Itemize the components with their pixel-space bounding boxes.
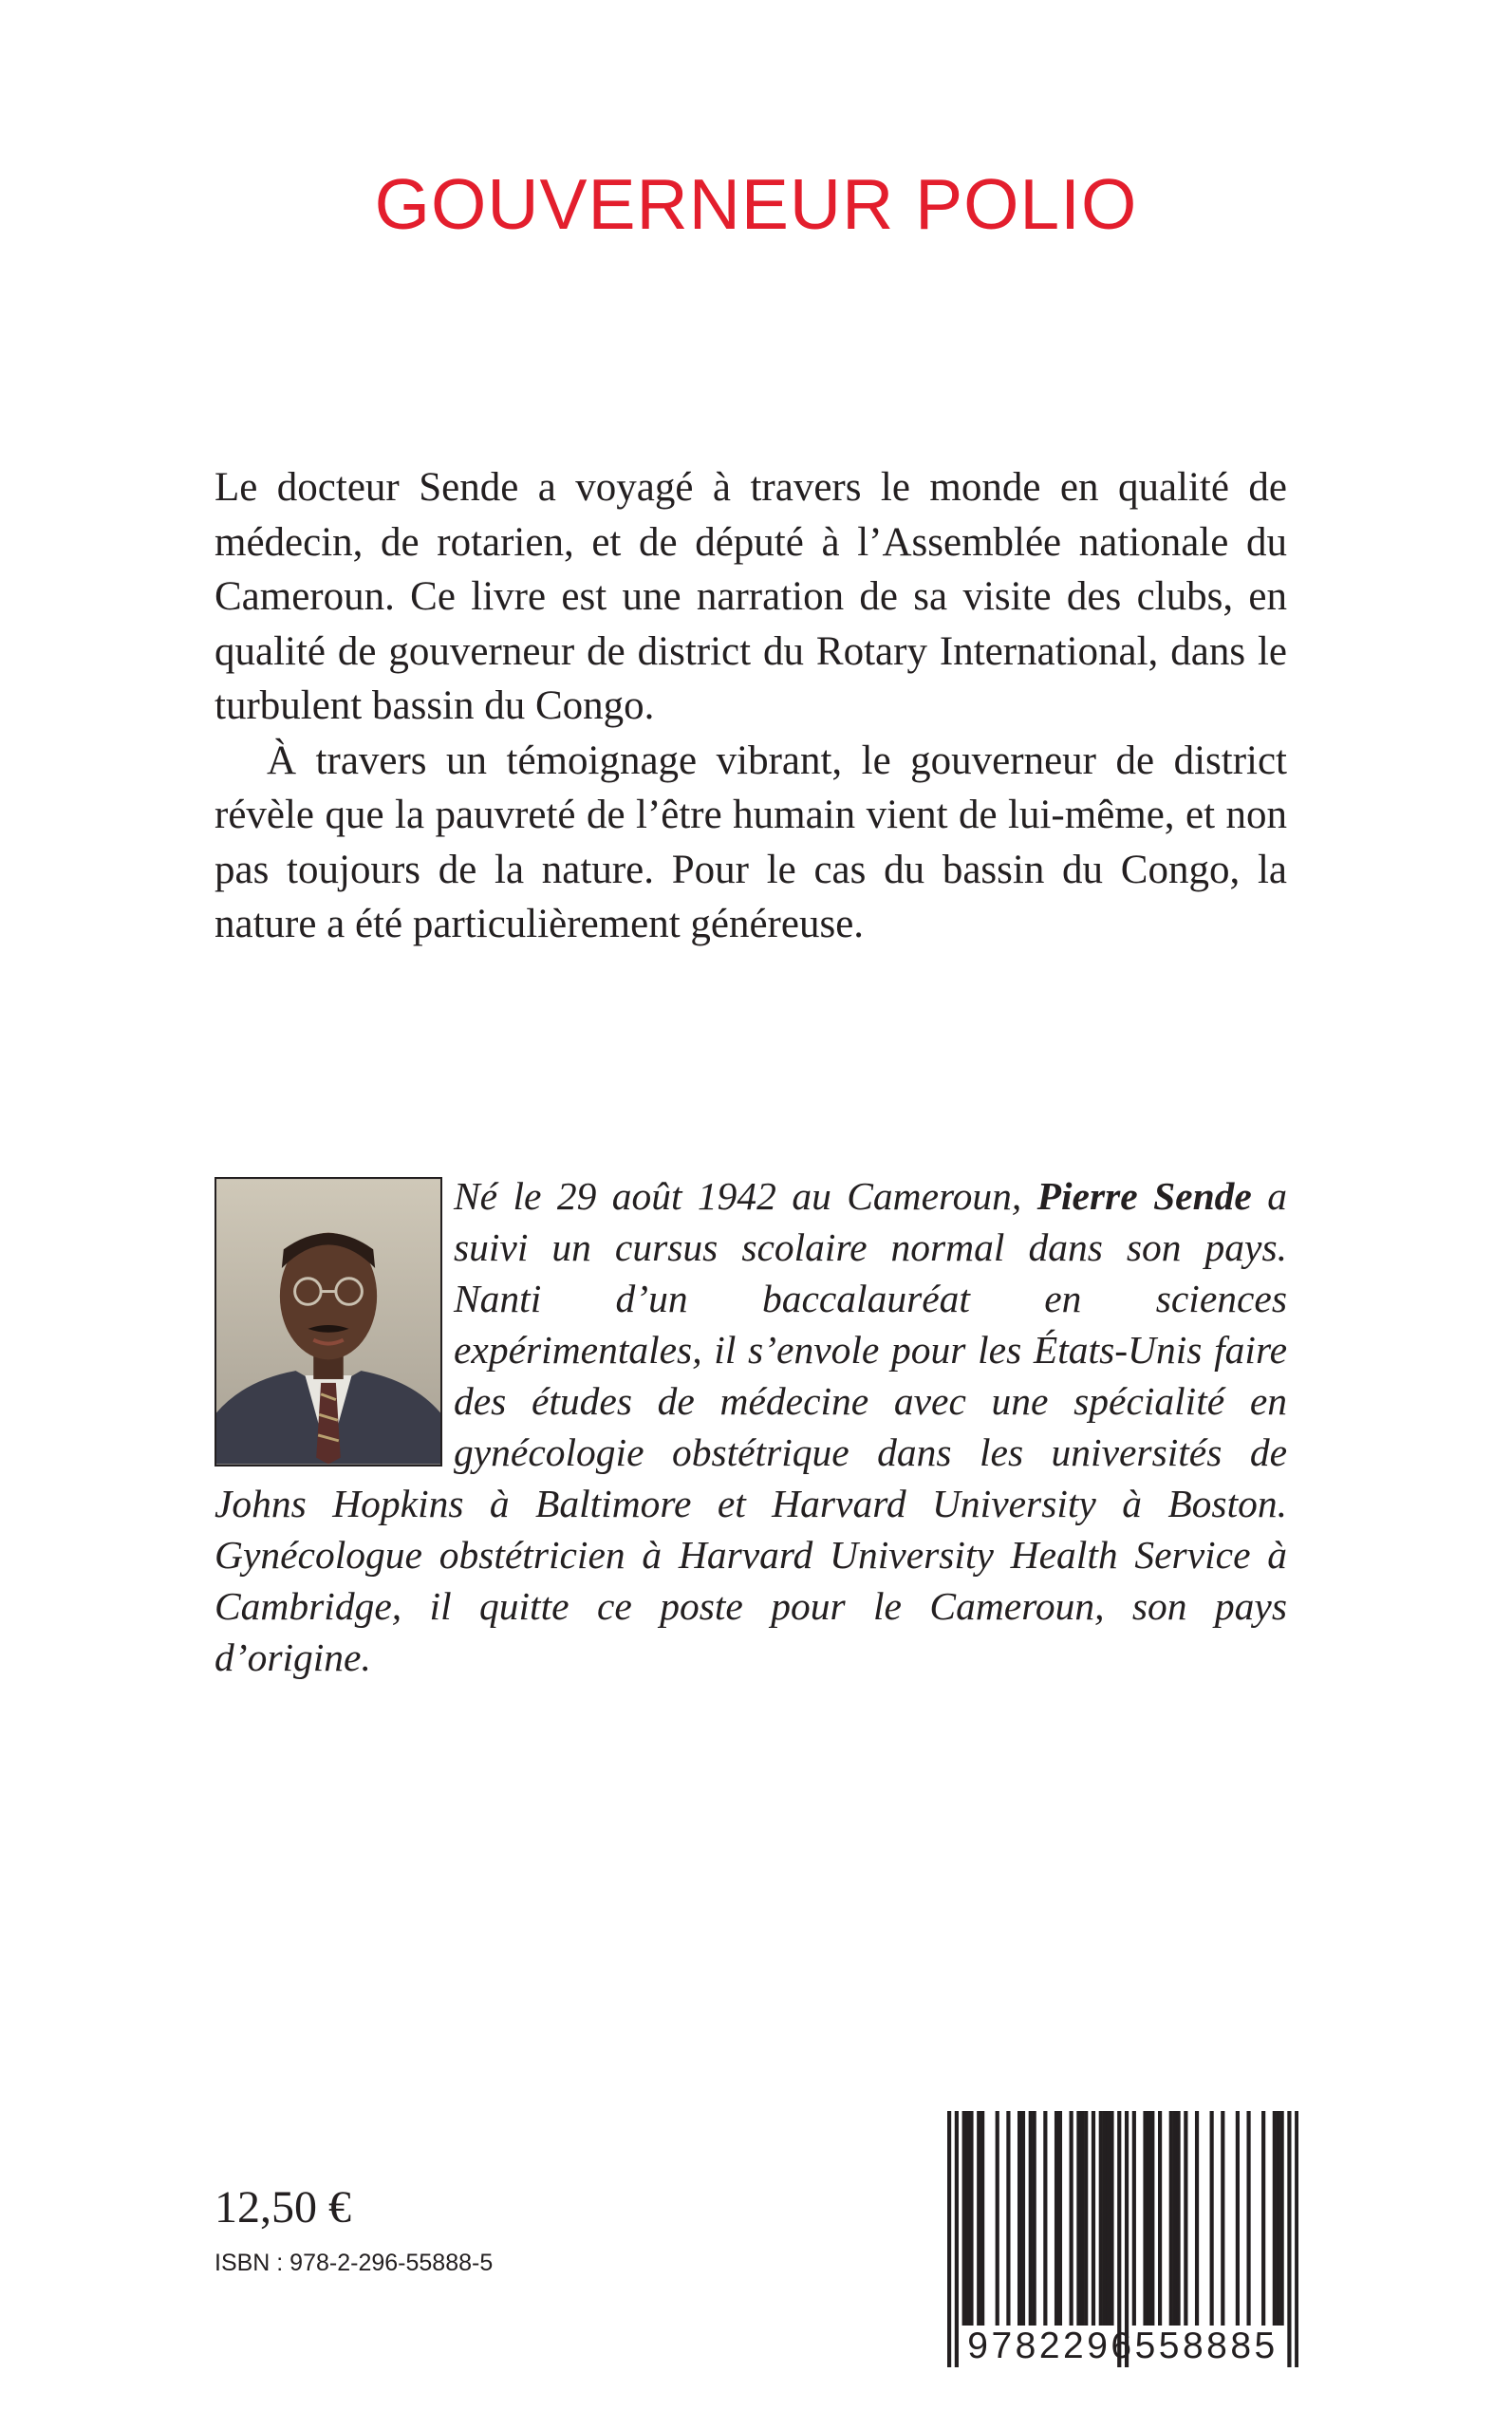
- isbn: ISBN : 978-2-296-55888-5: [215, 2250, 494, 2276]
- barcode-bar: [1043, 2111, 1047, 2326]
- barcode-bar: [1169, 2111, 1173, 2326]
- barcode-bar: [1076, 2111, 1080, 2326]
- barcode-bar: [1132, 2111, 1136, 2326]
- barcode-bar: [1070, 2111, 1073, 2326]
- barcode-bar: [1246, 2111, 1250, 2326]
- barcode-bar: [1110, 2111, 1113, 2326]
- barcode-bar: [1195, 2111, 1199, 2326]
- barcode-bar: [1080, 2111, 1084, 2326]
- barcode-bar: [1176, 2111, 1180, 2326]
- barcode-bar: [977, 2111, 980, 2326]
- barcode-bar: [1147, 2111, 1150, 2326]
- barcode-bar: [1084, 2111, 1088, 2326]
- bio-rest: a suivi un cursus scolaire normal dans son pays. Nanti d’un baccalauréat en sciences expérimentales, il s’envole pour les États-Unis faire des études de médecine avec une spécialité en gynécologie obstétrique dans les universités de Johns Hopkins à Baltimore et Harvard University à Boston. Gynécologue obstétricien à Harvard University Health Service à Cambridge, il quitte ce poste pour le Cameroun, son pays d’origine.: [215, 1174, 1287, 1679]
- barcode-bar: [1006, 2111, 1010, 2326]
- barcode-bar: [1099, 2111, 1103, 2326]
- barcode-bar: [1017, 2111, 1021, 2326]
- barcode-bar: [1236, 2111, 1240, 2326]
- barcode-bar: [1280, 2111, 1284, 2326]
- barcode-bar: [1055, 2111, 1058, 2326]
- barcode-bar: [1210, 2111, 1214, 2326]
- barcode-bar: [962, 2111, 966, 2326]
- barcode-bar: [1277, 2111, 1280, 2326]
- blurb-paragraph-1: Le docteur Sende a voyagé à travers le monde en qualité de médecin, de rotarien, et de député à l’Assemblée nationale du Cameroun. Ce livre est une narration de sa visite des clubs, en qualité de gouverneur de district du Rotary International, dans le turbulent bassin du Congo.: [215, 465, 1287, 728]
- book-title: GOUVERNEUR POLIO: [374, 164, 1138, 244]
- bio-intro: Né le 29 août 1942 au Cameroun,: [454, 1174, 1037, 1218]
- author-name: Pierre Sende: [1036, 1174, 1252, 1218]
- barcode-bar: [1261, 2111, 1265, 2326]
- price: 12,50 €: [215, 2182, 351, 2233]
- barcode-bar: [1092, 2111, 1095, 2326]
- barcode-bar: [965, 2111, 969, 2326]
- barcode-digits: 9782296558885: [967, 2326, 1279, 2366]
- barcode-bar: [1158, 2111, 1162, 2326]
- author-biography: [215, 1170, 1287, 1683]
- barcode-bar: [996, 2111, 999, 2326]
- blurb-paragraph-2: À travers un témoignage vibrant, le gouverneur de district révèle que la pauvreté de l’être humain vient de lui-même, et non pas toujours de la nature. Pour le cas du bassin du Congo, la nature a été particulièrement généreuse.: [215, 738, 1287, 946]
- barcode-bar: [1106, 2111, 1110, 2326]
- barcode-bar: [1021, 2111, 1025, 2326]
- photo-spacer: [215, 1170, 454, 1474]
- barcode-bar: [1221, 2111, 1224, 2326]
- barcode-bar: [1273, 2111, 1277, 2326]
- barcode-bar: [1150, 2111, 1154, 2326]
- barcode-bar: [1173, 2111, 1177, 2326]
- barcode-bar: [1029, 2111, 1033, 2326]
- barcode-bar: [1033, 2111, 1036, 2326]
- barcode-bar: [1184, 2111, 1187, 2326]
- barcode-bar: [1143, 2111, 1147, 2326]
- blurb: [215, 460, 1287, 952]
- barcode-bar: [969, 2111, 973, 2326]
- barcode-bar: [980, 2111, 984, 2326]
- barcode-bar: [1103, 2111, 1107, 2326]
- barcode-bar: [1058, 2111, 1062, 2326]
